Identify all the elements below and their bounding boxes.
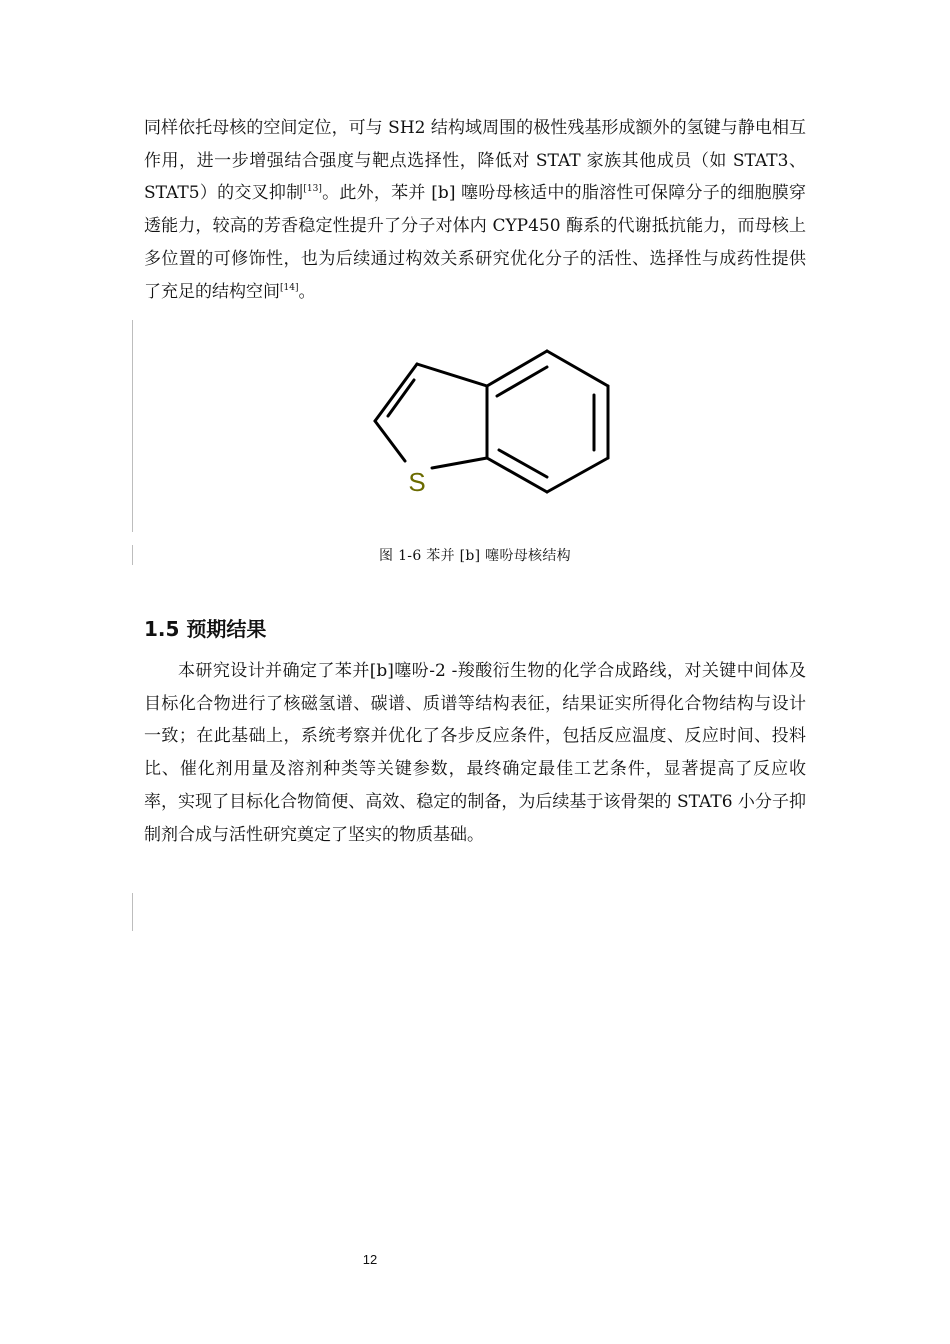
revision-margin-bar <box>132 893 133 931</box>
paragraph-1-text-a: 同样依托母核的空间定位，可与 SH2 结构域周围的极性残基形成额外的氢键与静电相互作用，进一步增强结合强度与靶点选择性，降低对 STAT 家族其他成员（如 STAT3、STAT5）的交叉抑制 <box>144 118 806 204</box>
paragraph-1-text-c: 。 <box>298 281 316 302</box>
page-number: 12 <box>362 1252 378 1267</box>
bond <box>487 351 547 386</box>
body-paragraph-1 <box>144 112 806 308</box>
double-bond-inner <box>497 367 547 396</box>
citation-13: [13] <box>303 184 322 195</box>
bond <box>487 458 547 492</box>
figure-caption: 图 1-6 苯并 [b] 噻吩母核结构 <box>379 548 571 564</box>
bond <box>375 421 405 461</box>
sulfur-atom-label: S <box>408 467 426 497</box>
bond <box>417 364 487 386</box>
benzothiophene-structure-diagram <box>360 340 620 500</box>
section-heading: 1.5 预期结果 <box>144 617 267 641</box>
revision-margin-bar <box>132 320 133 532</box>
bond <box>547 458 608 492</box>
double-bond-inner <box>499 450 547 477</box>
citation-14: [14] <box>280 282 299 293</box>
bond <box>547 351 608 386</box>
bond <box>375 364 417 421</box>
bond <box>432 458 487 468</box>
paragraph-1-text-b: 。此外，苯并 [b] 噻吩母核适中的脂溶性可保障分子的细胞膜穿透能力，较高的芳香稳定性提升了分子对体内 CYP450 酶系的代谢抵抗能力，而母核上多位置的可修饰性，也为后续通过构效关系研究优化分子的活性、选择性与成药性提供了充足的结构空间 <box>144 183 806 302</box>
body-paragraph-2: 本研究设计并确定了苯并[b]噻吩-2 -羧酸衍生物的化学合成路线，对关键中间体及目标化合物进行了核磁氢谱、碳谱、质谱等结构表征，结果证实所得化合物结构与设计一致；在此基础上，系统考察并优化了各步反应条件，包括反应温度、反应时间、投料比、催化剂用量及溶剂种类等关键参数，最终确定最佳工艺条件，显著提高了反应收率，实现了目标化合物简便、高效、稳定的制备，为后续基于该骨架的 STAT6 小分子抑制剂合成与活性研究奠定了坚实的物质基础。 <box>144 661 806 845</box>
